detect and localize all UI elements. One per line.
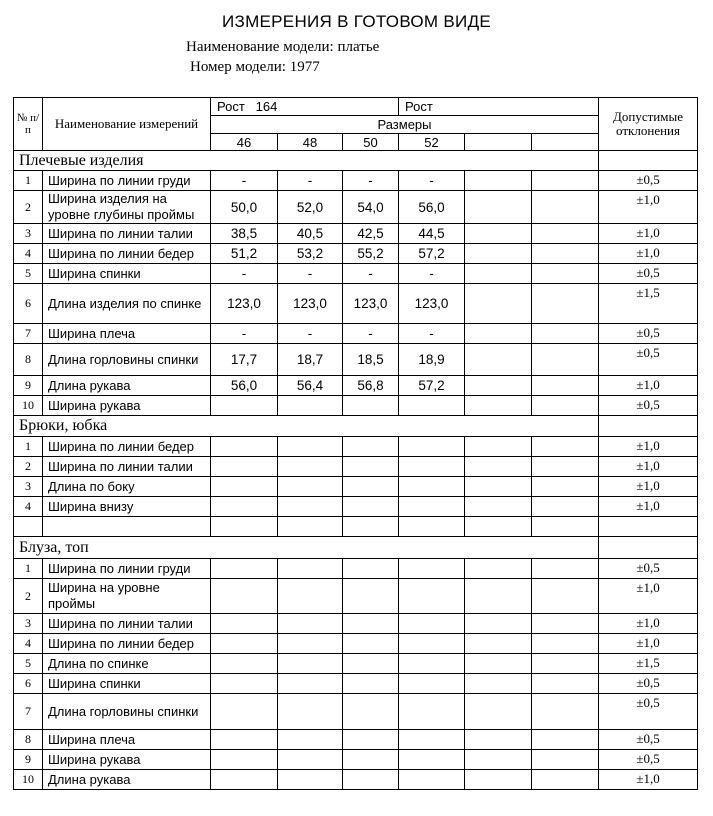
measurement-name: Длина рукава: [43, 770, 211, 790]
measurement-value: 18,7: [278, 344, 343, 376]
measurement-value: -: [399, 324, 465, 344]
measurement-value: 18,5: [343, 344, 399, 376]
tolerance-value: ±1,0: [599, 457, 698, 477]
row-number: 1: [14, 437, 43, 457]
row-number: 2: [14, 191, 43, 224]
measurement-value: [211, 730, 278, 750]
tolerance-value: ±1,0: [599, 244, 698, 264]
measurement-name: Ширина плеча: [43, 324, 211, 344]
header-size-4: 52: [399, 134, 465, 151]
measurement-value: [465, 171, 532, 191]
measurement-name: Ширина на уровне проймы: [43, 579, 211, 614]
header-rost-1: Рост 164: [211, 98, 399, 116]
measurement-value: [532, 477, 599, 497]
measurement-value: [465, 284, 532, 324]
measurement-value: [465, 614, 532, 634]
measurement-name: Ширина по линии бедер: [43, 437, 211, 457]
table-row: [14, 457, 698, 477]
tolerance-value: ±1,0: [599, 376, 698, 396]
measurement-value: [399, 770, 465, 790]
measurement-value: [465, 224, 532, 244]
measurement-value: [532, 171, 599, 191]
measurement-name: Ширина плеча: [43, 730, 211, 750]
model-number: Номер модели: 1977: [190, 59, 320, 75]
measurement-value: [532, 437, 599, 457]
measurement-value: [465, 654, 532, 674]
section-title: Брюки, юбка: [14, 416, 599, 437]
measurement-value: 56,0: [399, 191, 465, 224]
measurement-value: [532, 497, 599, 517]
measurement-name: Ширина по линии груди: [43, 559, 211, 579]
measurement-value: -: [278, 324, 343, 344]
measurement-value: [399, 730, 465, 750]
measurement-value: [532, 344, 599, 376]
row-number: 6: [14, 284, 43, 324]
measurement-name: Ширина изделия на уровне глубины проймы: [43, 191, 211, 224]
measurement-value: [343, 750, 399, 770]
measurement-name: Ширина по линии талии: [43, 614, 211, 634]
model-name: Наименование модели: платье: [186, 39, 380, 55]
tolerance-value: ±0,5: [599, 171, 698, 191]
row-number: 4: [14, 244, 43, 264]
measurement-value: [399, 517, 465, 537]
measurement-value: [465, 437, 532, 457]
measurement-value: 123,0: [399, 284, 465, 324]
measurement-value: 55,2: [343, 244, 399, 264]
header-tolerance: Допустимые отклонения: [599, 98, 698, 151]
measurement-value: [532, 324, 599, 344]
measurement-value: [399, 457, 465, 477]
measurement-value: [465, 730, 532, 750]
row-number: 2: [14, 457, 43, 477]
measurement-value: [465, 191, 532, 224]
measurement-value: [399, 497, 465, 517]
header-sizes-label: Размеры: [211, 116, 599, 134]
tolerance-value: ±0,5: [599, 674, 698, 694]
row-number: 9: [14, 376, 43, 396]
measurement-value: [343, 497, 399, 517]
measurement-value: [278, 750, 343, 770]
row-number: 2: [14, 579, 43, 614]
table-row: [14, 517, 698, 537]
measurement-value: [343, 634, 399, 654]
measurement-value: 52,0: [278, 191, 343, 224]
measurement-value: [465, 376, 532, 396]
measurement-value: 123,0: [343, 284, 399, 324]
measurement-value: [465, 324, 532, 344]
measurement-name: Длина изделия по спинке: [43, 284, 211, 324]
measurement-value: [532, 614, 599, 634]
tolerance-value: ±1,5: [599, 284, 698, 324]
measurement-value: [343, 730, 399, 750]
measurement-value: [465, 264, 532, 284]
tolerance-value: [599, 517, 698, 537]
tolerance-value: ±0,5: [599, 324, 698, 344]
measurement-value: [343, 579, 399, 614]
measurement-value: [465, 634, 532, 654]
measurement-value: [211, 579, 278, 614]
measurement-value: 56,8: [343, 376, 399, 396]
measurement-value: [278, 634, 343, 654]
measurement-value: [532, 559, 599, 579]
measurement-value: [399, 634, 465, 654]
measurement-value: [211, 770, 278, 790]
tolerance-value: ±1,0: [599, 497, 698, 517]
measurement-value: [399, 477, 465, 497]
measurement-value: [465, 396, 532, 416]
table-row: [14, 694, 698, 730]
measurement-value: [399, 694, 465, 730]
measurement-value: -: [343, 324, 399, 344]
measurement-value: -: [343, 171, 399, 191]
measurement-value: 50,0: [211, 191, 278, 224]
measurement-value: [211, 437, 278, 457]
measurements-table: [13, 97, 698, 790]
table-row: [14, 579, 698, 614]
measurement-name: Ширина спинки: [43, 674, 211, 694]
measurement-value: -: [211, 324, 278, 344]
tolerance-value: ±0,5: [599, 559, 698, 579]
measurement-value: [532, 674, 599, 694]
measurement-value: [399, 674, 465, 694]
tolerance-value: ±1,5: [599, 654, 698, 674]
header-size-1: 46: [211, 134, 278, 151]
measurement-value: [211, 654, 278, 674]
measurement-value: [465, 770, 532, 790]
measurement-value: -: [211, 171, 278, 191]
measurement-name: Ширина рукава: [43, 396, 211, 416]
section-row: [14, 537, 698, 559]
measurement-value: 38,5: [211, 224, 278, 244]
table-row: [14, 477, 698, 497]
measurement-value: [278, 517, 343, 537]
measurement-value: -: [211, 264, 278, 284]
tolerance-value: ±1,0: [599, 770, 698, 790]
measurement-name: Ширина спинки: [43, 264, 211, 284]
table-row: [14, 437, 698, 457]
measurement-value: 42,5: [343, 224, 399, 244]
measurement-value: [532, 770, 599, 790]
section-tolerance-cell: [599, 537, 698, 559]
table-row: [14, 191, 698, 224]
table-row: [14, 396, 698, 416]
measurement-value: [465, 517, 532, 537]
measurement-value: 17,7: [211, 344, 278, 376]
measurement-value: [532, 750, 599, 770]
measurement-value: [278, 396, 343, 416]
measurement-value: 123,0: [211, 284, 278, 324]
tolerance-value: ±0,5: [599, 694, 698, 730]
row-number: 3: [14, 224, 43, 244]
measurement-value: [532, 634, 599, 654]
measurement-value: [211, 614, 278, 634]
table-row: [14, 284, 698, 324]
row-number: [14, 517, 43, 537]
measurement-value: [343, 674, 399, 694]
measurement-name: Ширина по линии бедер: [43, 634, 211, 654]
measurement-value: [532, 284, 599, 324]
section-row: [14, 151, 698, 171]
measurement-value: 44,5: [399, 224, 465, 244]
measurement-value: [532, 376, 599, 396]
measurement-value: [343, 517, 399, 537]
measurement-value: [532, 396, 599, 416]
measurement-value: [343, 654, 399, 674]
measurement-value: [465, 457, 532, 477]
row-number: 8: [14, 344, 43, 376]
measurement-value: [211, 517, 278, 537]
measurement-value: [343, 694, 399, 730]
measurement-name: Длина по боку: [43, 477, 211, 497]
tolerance-value: ±1,0: [599, 614, 698, 634]
table-row: [14, 376, 698, 396]
measurement-value: 56,0: [211, 376, 278, 396]
header-size-5: [465, 134, 532, 151]
measurement-value: [465, 497, 532, 517]
measurement-value: [278, 674, 343, 694]
row-number: 8: [14, 730, 43, 750]
measurement-name: Ширина по линии талии: [43, 224, 211, 244]
measurement-value: -: [343, 264, 399, 284]
tolerance-value: ±1,0: [599, 477, 698, 497]
measurement-value: [278, 730, 343, 750]
measurement-name: Ширина внизу: [43, 497, 211, 517]
measurement-value: [278, 437, 343, 457]
measurement-name: Ширина по линии груди: [43, 171, 211, 191]
measurement-value: [532, 264, 599, 284]
tolerance-value: ±1,0: [599, 191, 698, 224]
measurement-value: [278, 497, 343, 517]
measurement-value: 18,9: [399, 344, 465, 376]
table-row: [14, 559, 698, 579]
measurement-value: 57,2: [399, 376, 465, 396]
measurement-value: -: [278, 171, 343, 191]
measurement-value: [399, 654, 465, 674]
measurement-value: [532, 654, 599, 674]
table-row: [14, 614, 698, 634]
measurement-value: 53,2: [278, 244, 343, 264]
measurement-name: Длина горловины спинки: [43, 694, 211, 730]
measurement-value: [465, 694, 532, 730]
measurement-name: Ширина по линии талии: [43, 457, 211, 477]
tolerance-value: ±1,0: [599, 224, 698, 244]
table-row: [14, 674, 698, 694]
table-row: [14, 770, 698, 790]
row-number: 4: [14, 497, 43, 517]
document-title: ИЗМЕРЕНИЯ В ГОТОВОМ ВИДЕ: [221, 12, 492, 31]
measurement-value: [343, 437, 399, 457]
measurement-name: Длина рукава: [43, 376, 211, 396]
measurement-value: [343, 559, 399, 579]
measurement-value: [211, 477, 278, 497]
tolerance-value: ±1,0: [599, 579, 698, 614]
row-number: 4: [14, 634, 43, 654]
measurement-value: [343, 457, 399, 477]
measurement-value: [532, 730, 599, 750]
row-number: 1: [14, 171, 43, 191]
measurement-value: [399, 559, 465, 579]
tolerance-value: ±1,0: [599, 437, 698, 457]
measurement-value: [532, 579, 599, 614]
measurement-value: [211, 396, 278, 416]
header-size-2: 48: [278, 134, 343, 151]
measurement-value: -: [399, 171, 465, 191]
measurement-value: [532, 517, 599, 537]
section-tolerance-cell: [599, 416, 698, 437]
measurement-value: 54,0: [343, 191, 399, 224]
measurement-value: 51,2: [211, 244, 278, 264]
table-row: [14, 244, 698, 264]
row-number: 3: [14, 477, 43, 497]
measurement-value: [399, 396, 465, 416]
measurement-name: Ширина по линии бедер: [43, 244, 211, 264]
measurement-value: [399, 614, 465, 634]
measurement-value: [532, 694, 599, 730]
row-number: 10: [14, 396, 43, 416]
measurement-value: [532, 224, 599, 244]
measurement-value: [278, 614, 343, 634]
measurement-name: [43, 517, 211, 537]
table-row: [14, 497, 698, 517]
measurement-value: [465, 674, 532, 694]
tolerance-value: ±0,5: [599, 750, 698, 770]
measurement-value: [532, 191, 599, 224]
header-rost-2: Рост: [399, 98, 599, 116]
row-number: 7: [14, 694, 43, 730]
tolerance-value: ±0,5: [599, 730, 698, 750]
measurement-value: [278, 770, 343, 790]
measurement-value: -: [399, 264, 465, 284]
measurement-value: [465, 244, 532, 264]
measurement-value: [278, 477, 343, 497]
measurement-value: [211, 497, 278, 517]
measurement-value: 56,4: [278, 376, 343, 396]
measurement-value: [343, 770, 399, 790]
measurement-value: [211, 674, 278, 694]
section-row: [14, 416, 698, 437]
header-size-6: [532, 134, 599, 151]
row-number: 10: [14, 770, 43, 790]
table-row: [14, 224, 698, 244]
tolerance-value: ±0,5: [599, 344, 698, 376]
row-number: 1: [14, 559, 43, 579]
section-title: Блуза, топ: [14, 537, 599, 559]
table-row: [14, 634, 698, 654]
header-size-3: 50: [343, 134, 399, 151]
measurement-value: [465, 579, 532, 614]
row-number: 5: [14, 654, 43, 674]
measurement-value: -: [278, 264, 343, 284]
measurement-value: 123,0: [278, 284, 343, 324]
table-row: [14, 750, 698, 770]
measurement-name: Длина горловины спинки: [43, 344, 211, 376]
measurement-value: [211, 750, 278, 770]
row-number: 9: [14, 750, 43, 770]
measurement-value: [278, 579, 343, 614]
table-row: [14, 344, 698, 376]
table-row: [14, 730, 698, 750]
measurement-value: [465, 344, 532, 376]
row-number: 6: [14, 674, 43, 694]
measurement-value: [399, 437, 465, 457]
measurement-value: [343, 614, 399, 634]
row-number: 5: [14, 264, 43, 284]
measurement-value: [343, 477, 399, 497]
table-row: [14, 171, 698, 191]
measurement-value: [278, 654, 343, 674]
measurement-value: [211, 694, 278, 730]
measurement-value: [465, 559, 532, 579]
measurement-value: 57,2: [399, 244, 465, 264]
table-row: [14, 654, 698, 674]
measurement-value: [399, 750, 465, 770]
measurement-value: [211, 634, 278, 654]
tolerance-value: ±1,0: [599, 634, 698, 654]
table-row: [14, 324, 698, 344]
measurement-value: [211, 559, 278, 579]
measurement-value: [278, 457, 343, 477]
header-name: Наименование измерений: [43, 98, 211, 151]
measurement-value: [399, 579, 465, 614]
measurement-name: Ширина рукава: [43, 750, 211, 770]
measurement-value: [465, 477, 532, 497]
section-title: Плечевые изделия: [14, 151, 599, 171]
measurement-value: [343, 396, 399, 416]
row-number: 7: [14, 324, 43, 344]
row-number: 3: [14, 614, 43, 634]
measurement-name: Длина по спинке: [43, 654, 211, 674]
header-num: № п/п: [14, 98, 43, 151]
measurement-value: [278, 694, 343, 730]
section-tolerance-cell: [599, 151, 698, 171]
table-row: [14, 264, 698, 284]
measurement-value: [211, 457, 278, 477]
measurement-value: [532, 244, 599, 264]
measurement-value: [532, 457, 599, 477]
measurement-value: [465, 750, 532, 770]
measurement-value: [278, 559, 343, 579]
measurement-value: 40,5: [278, 224, 343, 244]
tolerance-value: ±0,5: [599, 396, 698, 416]
tolerance-value: ±0,5: [599, 264, 698, 284]
